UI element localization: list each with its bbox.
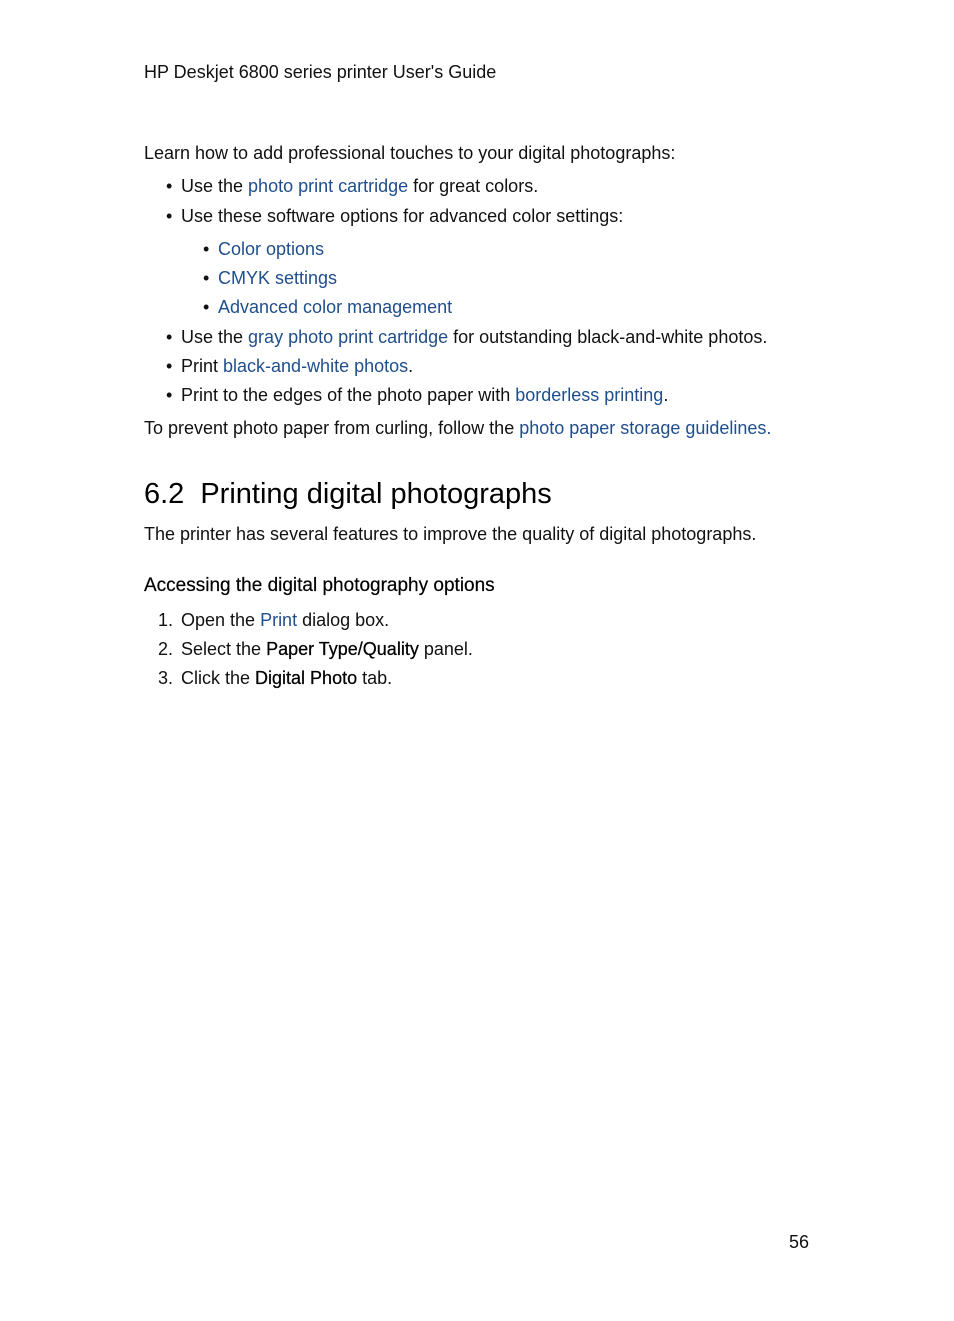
step-item (181, 609, 389, 631)
borderless-printing-link[interactable]: borderless printing (515, 385, 664, 405)
gray-photo-print-cartridge-link[interactable]: gray photo print cartridge (248, 327, 449, 347)
step-number: 3. (157, 668, 173, 688)
print-link[interactable]: Print (260, 610, 298, 630)
step-text: dialog box. (297, 610, 390, 630)
page-number: 56 (788, 1232, 809, 1252)
step-text: Select the (181, 639, 267, 659)
color-options-link[interactable]: Color options (218, 239, 325, 259)
section-title: Printing digital photographs (200, 478, 552, 510)
list-item-text: Print (181, 356, 224, 376)
sub-bullet-glyph: • (203, 239, 210, 259)
sub-bullet-glyph: • (203, 297, 210, 317)
step-text: tab. (357, 668, 393, 688)
intro-text: Learn how to add professional touches to your digital photographs: (144, 143, 676, 163)
cmyk-settings-link[interactable]: CMYK settings (218, 268, 338, 288)
section-heading (144, 476, 552, 512)
step-number: 1. (157, 610, 173, 630)
ui-term: Paper Type/Quality (266, 639, 419, 659)
list-item-gray-cartridge (181, 326, 767, 348)
section-number: 6.2 (144, 478, 185, 510)
step-text: Open the (181, 610, 261, 630)
list-item-text: Use the (181, 327, 249, 347)
running-header: HP Deskjet 6800 series printer User's Guide (144, 62, 497, 82)
sub-bullet-glyph: • (203, 268, 210, 288)
list-item-photo-cartridge (181, 175, 538, 197)
step-item (181, 638, 473, 660)
list-item-text: for great colors. (408, 176, 539, 196)
sub-list-item (218, 238, 324, 260)
sub-list-item (218, 296, 452, 318)
list-item-text: Print to the edges of the photo paper with (181, 385, 516, 405)
list-item-borderless (181, 384, 668, 406)
ui-term: Digital Photo (255, 668, 358, 688)
paragraph-text: . (766, 418, 772, 438)
list-item-software-options: Use these software options for advanced color settings: (181, 206, 624, 226)
subsection-heading: Accessing the digital photography options (144, 575, 495, 596)
bullet-glyph: • (166, 327, 173, 347)
step-item (181, 667, 392, 689)
list-item-text: for outstanding black-and-white photos. (448, 327, 768, 347)
photo-paper-storage-guidelines-link[interactable]: photo paper storage guidelines (519, 418, 767, 438)
list-item-text: . (663, 385, 669, 405)
list-item-text: . (408, 356, 414, 376)
section-intro: The printer has several features to improve the quality of digital photographs. (144, 524, 757, 544)
black-and-white-photos-link[interactable]: black-and-white photos (223, 356, 409, 376)
step-text: panel. (418, 639, 473, 659)
photo-print-cartridge-link[interactable]: photo print cartridge (248, 176, 409, 196)
bullet-glyph: • (166, 206, 173, 226)
step-number: 2. (157, 639, 173, 659)
curling-paragraph (144, 417, 771, 439)
step-text: Click the (181, 668, 256, 688)
list-item-bw-photos (181, 355, 413, 377)
sub-list-item (218, 267, 337, 289)
bullet-glyph: • (166, 356, 173, 376)
paragraph-text: To prevent photo paper from curling, follow the (144, 418, 520, 438)
advanced-color-management-link[interactable]: Advanced color management (218, 297, 453, 317)
bullet-glyph: • (166, 385, 173, 405)
bullet-glyph: • (166, 176, 173, 196)
list-item-text: Use the (181, 176, 249, 196)
